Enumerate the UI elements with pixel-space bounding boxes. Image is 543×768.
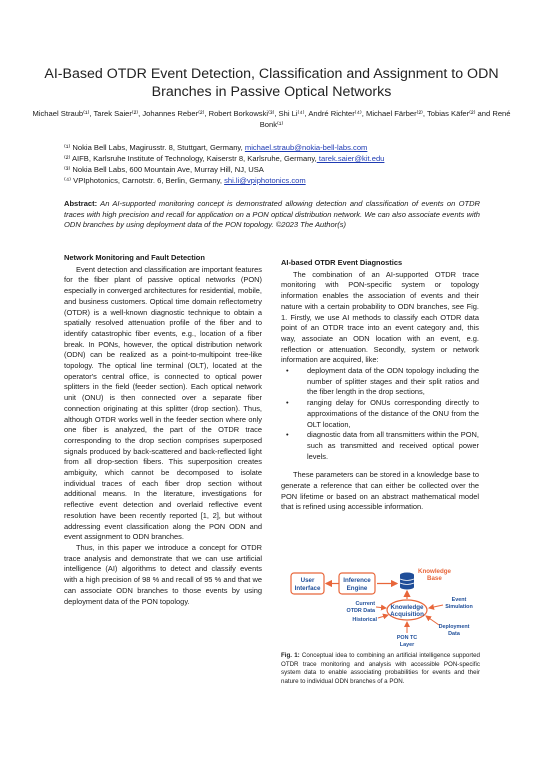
affiliations (64, 142, 504, 186)
knowledge-acquisition-label-1: Knowledge (390, 604, 424, 611)
pon-tc-label-2: Layer (399, 642, 415, 648)
caption-label: Fig. 1: (281, 652, 300, 659)
deployment-data-label-1: Deployment (438, 624, 470, 630)
email-link[interactable]: shi.li@vpiphotonics.com (224, 176, 306, 185)
knowledge-acquisition-label-2: Acquisition (390, 611, 424, 618)
affiliation-text: Nokia Bell Labs, Magirusstr. 8, Stuttgart, Germany, (72, 143, 245, 152)
section-heading-diagnostics: AI-based OTDR Event Diagnostics (281, 258, 403, 267)
abstract-label: Abstract: (64, 199, 98, 208)
affiliation-text: VPIphotonics, Carnotstr. 6, Berlin, Germany, (73, 176, 225, 185)
right-column (281, 258, 479, 513)
figure-1 (289, 563, 479, 651)
abstract-text: An AI-supported monitoring concept is demonstrated allowing detection and classification of events on OTDR traces with high precision and recall for application on a PON optical distribution network. We can also associate events with ODN branches by using deployment data of the PON topology. ©2023 The Author(s) (64, 199, 480, 230)
inference-engine-box (339, 573, 375, 594)
pon-tc-label-1: PON TC (396, 635, 418, 641)
affiliation-number: ⁽²⁾ (64, 154, 71, 163)
inference-engine-label-2: Engine (346, 585, 368, 592)
affiliation-text: AIFB, Karlsruhe Institute of Technology, Kaiserstr 8, Karlsruhe, Germany, (71, 154, 317, 163)
spacer (281, 462, 479, 470)
left-paragraph-1: Event detection and classification are important features for the fiber plant of passive optical networks (PON) especially in converged architectures for residential, mobile, and business customers. Optical time domain reflectometry (OTDR) is a well-known diagnostic technique to obtain a spatially resolved attenuation profile of the fiber and to identify catastrophic fiber events, e.g., location of a fiber break. In PONs, however, the optical distribution network (ODN) can be realized as a point-to-multipoint tree-like topology. The optical line terminal (OLT), located at the operator's central office, is connected to optical power splitters in the field (feeder section). Each optical network unit (ONU) is then connected over a separate fiber connection originating at this splitter (drop section). Thus, although OTDR works well in the feeder section where only one fiber is analyzed, the part of the OTDR trace corresponding to the drop section comprises superposed signals produced by back-scattered and back-reflected light from all drop-section fibers. This superposition creates ambiguity, which cannot be decomposed to isolate individual traces of each fiber drop section without additional means. In the literature, investigations for reflective event detection and overlaid reflective event resolution have been recently reported [1, 2], but without addressing event classification along the PON ODN and event assignment to ODN branches. (64, 264, 262, 542)
user-interface-label-1: User (300, 577, 315, 584)
paper-title: AI-Based OTDR Event Detection, Classification and Assignment to ODN Branches in Passive Optical Networks (44, 66, 499, 100)
event-simulation-label-1: Event (451, 597, 467, 603)
affiliation-1 (64, 142, 504, 153)
affiliation-number: ⁽³⁾ (64, 165, 71, 174)
right-paragraph-1: The combination of an AI-supported OTDR trace monitoring with PON-specific system or topology information enables the association of events and their nature with a certain probability to ODN branches, see Fig. 1. Firstly, we use AI methods to classify each OTDR data point of an OTDR trace into an event category and, this way, associate an ODN location with an event, e.g. reflection or attenuation. Secondly, system or network information are acquired, like: (281, 269, 479, 365)
caption-text: Conceptual idea to combining an artificial intelligence supported OTDR trace monitoring and analysis with accessible PON-specific system data to enable associating probabilities for events and their nature to individual ODN branches of a PON. (281, 652, 481, 685)
bullet-item: • deployment data of the ODN topology including the number of splitter stages and their split ratios and the fiber length in the drop sections, (307, 366, 479, 398)
affiliation-4 (64, 175, 504, 186)
arrow-deployment-data (426, 616, 439, 625)
abstract (64, 199, 480, 231)
deployment-data-label-2: Data (448, 631, 460, 637)
left-column (64, 253, 262, 607)
bullet-item: • ranging delay for ONUs corresponding directly to approximations of the distance of the ONU from the OLT location, (307, 398, 479, 430)
email-link[interactable]: michael.straub@nokia-bell-labs.com (244, 143, 368, 152)
inference-engine-label-1: Inference (343, 577, 371, 584)
affiliation-2 (64, 153, 504, 164)
user-interface-box (291, 573, 324, 594)
knowledge-base-label-1: Knowledge (418, 568, 452, 575)
historical-label: Historical (352, 617, 377, 623)
author-list: Michael Straub⁽¹⁾, Tarek Saier⁽²⁾, Johannes Reber⁽²⁾, Robert Borkowski⁽³⁾, Shi Li⁽⁴⁾, André Richter⁽⁴⁾, Michael Färber⁽²⁾, Tobias Käfer⁽²⁾ and René Bonk⁽¹⁾ (32, 109, 511, 129)
affiliation-number: ⁽¹⁾ (64, 143, 71, 152)
knowledge-base-label-2: Base (427, 575, 442, 582)
right-paragraph-2: These parameters can be stored in a knowledge base to generate a reference that can either be collected over the PON lifetime or based on an abstract mathematical model that is refined using accessible information. (281, 470, 479, 512)
event-simulation-label-2: Simulation (445, 604, 473, 610)
arrow-historical (378, 615, 388, 618)
section-heading-monitoring: Network Monitoring and Fault Detection (64, 253, 205, 262)
knowledge-base-icon (400, 573, 414, 590)
bullet-list (281, 366, 479, 462)
knowledge-acquisition-box (387, 600, 427, 620)
arrow-event-simulation (429, 605, 443, 608)
left-paragraph-2: Thus, in this paper we introduce a concept for OTDR trace analysis and demonstrate that we can use artificial intelligence (AI) algorithms to detect and classify events with a high precision of 98 % and recall of 95 % and that we can associate ODN branches to those events by using deployment data of the PON topology. (64, 542, 262, 606)
current-otdr-label-2: OTDR Data (346, 608, 375, 614)
user-interface-label-2: Interface (294, 585, 321, 592)
affiliation-text: Nokia Bell Labs, 600 Mountain Ave, Murray Hill, NJ, USA (72, 165, 264, 174)
email-link[interactable]: tarek.saier@kit.edu (316, 154, 385, 163)
bullet-item: • diagnostic data from all transmitters within the PON, such as transmitted and received optical power levels. (307, 430, 479, 462)
affiliation-3 (64, 164, 504, 175)
concept-diagram (289, 563, 479, 651)
current-otdr-label-1: Current (355, 601, 375, 607)
figure-caption (281, 652, 480, 686)
arrow-current-otdr (376, 607, 386, 608)
affiliation-number: ⁽⁴⁾ (64, 176, 71, 185)
